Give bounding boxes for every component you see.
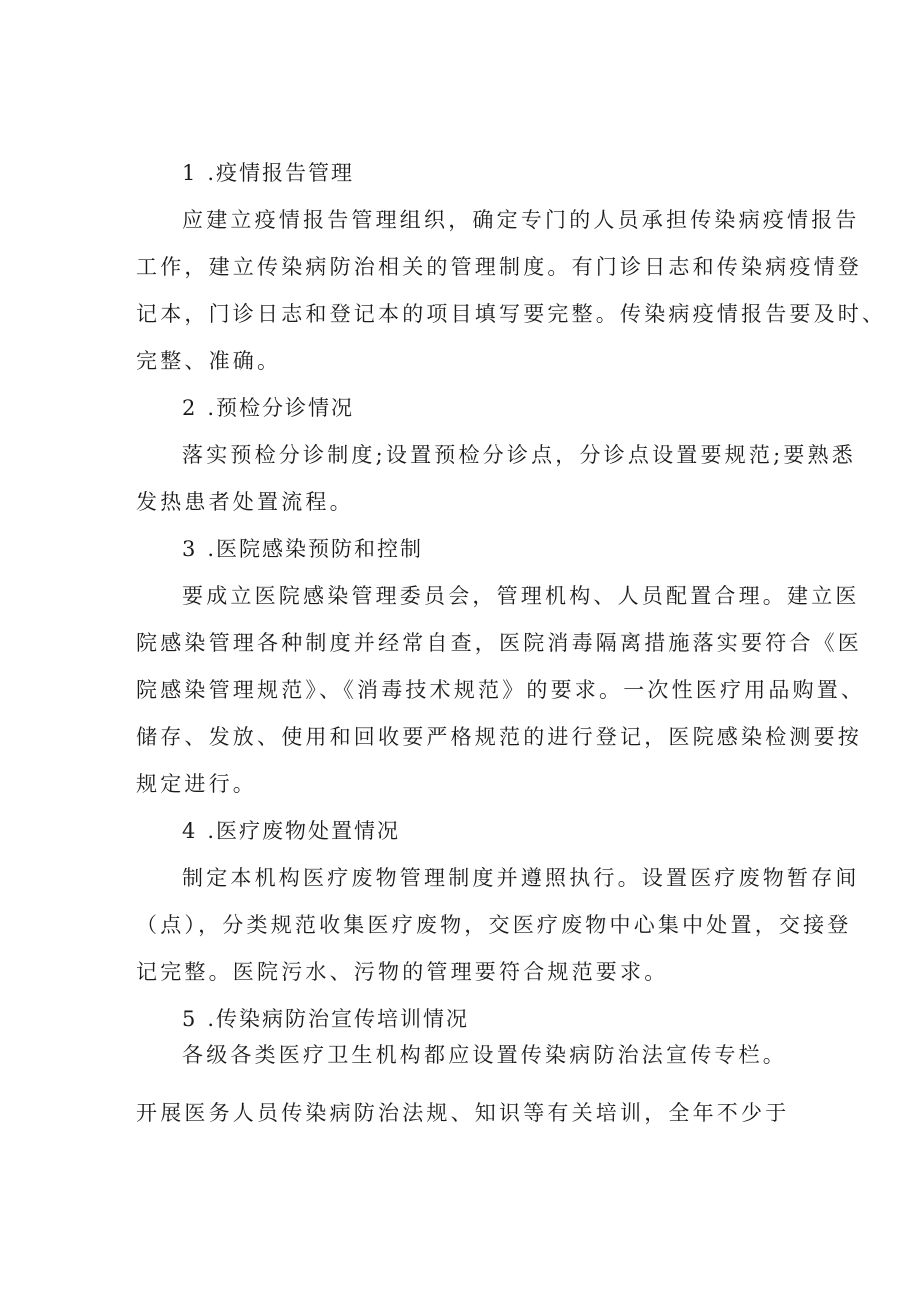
section-4-line-2: （点），分类规范收集医疗废物，交医疗废物中心集中处置，交接登 bbox=[136, 913, 852, 937]
section-1-line-4: 完整、准确。 bbox=[136, 349, 282, 373]
section-5-line-1: 各级各类医疗卫生机构都应设置传染病防治法宣传专栏。 bbox=[182, 1043, 787, 1067]
section-4-heading: 4 .医疗废物处置情况 bbox=[182, 819, 401, 843]
section-3-line-3: 院感染管理规范》、《消毒技术规范》的要求。一次性医疗用品购置、 bbox=[136, 678, 866, 702]
section-4-line-3: 记完整。医院污水、污物的管理要符合规范要求。 bbox=[136, 960, 669, 984]
section-4-line-1: 制定本机构医疗废物管理制度并遵照执行。设置医疗废物暂存间 bbox=[182, 866, 860, 890]
section-1-line-3: 记本，门诊日志和登记本的项目填写要完整。传染病疫情报告要及时、 bbox=[136, 302, 887, 326]
section-3-line-2: 院感染管理各种制度并经常自查，医院消毒隔离措施落实要符合《医 bbox=[136, 631, 862, 655]
section-5-line-2: 开展医务人员传染病防治法规、知识等有关培训，全年不少于 bbox=[136, 1101, 790, 1125]
section-3-line-5: 规定进行。 bbox=[136, 772, 257, 796]
section-1-line-1: 应建立疫情报告管理组织，确定专门的人员承担传染病疫情报告 bbox=[182, 208, 860, 232]
section-3-line-4: 储存、发放、使用和回收要严格规范的进行登记，医院感染检测要按 bbox=[136, 725, 862, 749]
section-1-line-2: 工作，建立传染病防治相关的管理制度。有门诊日志和传染病疫情登 bbox=[136, 255, 862, 279]
section-1-heading: 1 .疫情报告管理 bbox=[182, 161, 355, 185]
section-3-line-1: 要成立医院感染管理委员会，管理机构、人员配置合理。建立医 bbox=[182, 584, 860, 608]
section-2-line-2: 发热患者处置流程。 bbox=[136, 490, 354, 514]
section-2-heading: 2 .预检分诊情况 bbox=[182, 396, 355, 420]
section-5-heading: 5 .传染病防治宣传培训情况 bbox=[182, 1007, 470, 1031]
section-3-heading: 3 .医院感染预防和控制 bbox=[182, 537, 424, 561]
section-2-line-1: 落实预检分诊制度;设置预检分诊点，分诊点设置要规范;要熟悉 bbox=[182, 443, 856, 467]
